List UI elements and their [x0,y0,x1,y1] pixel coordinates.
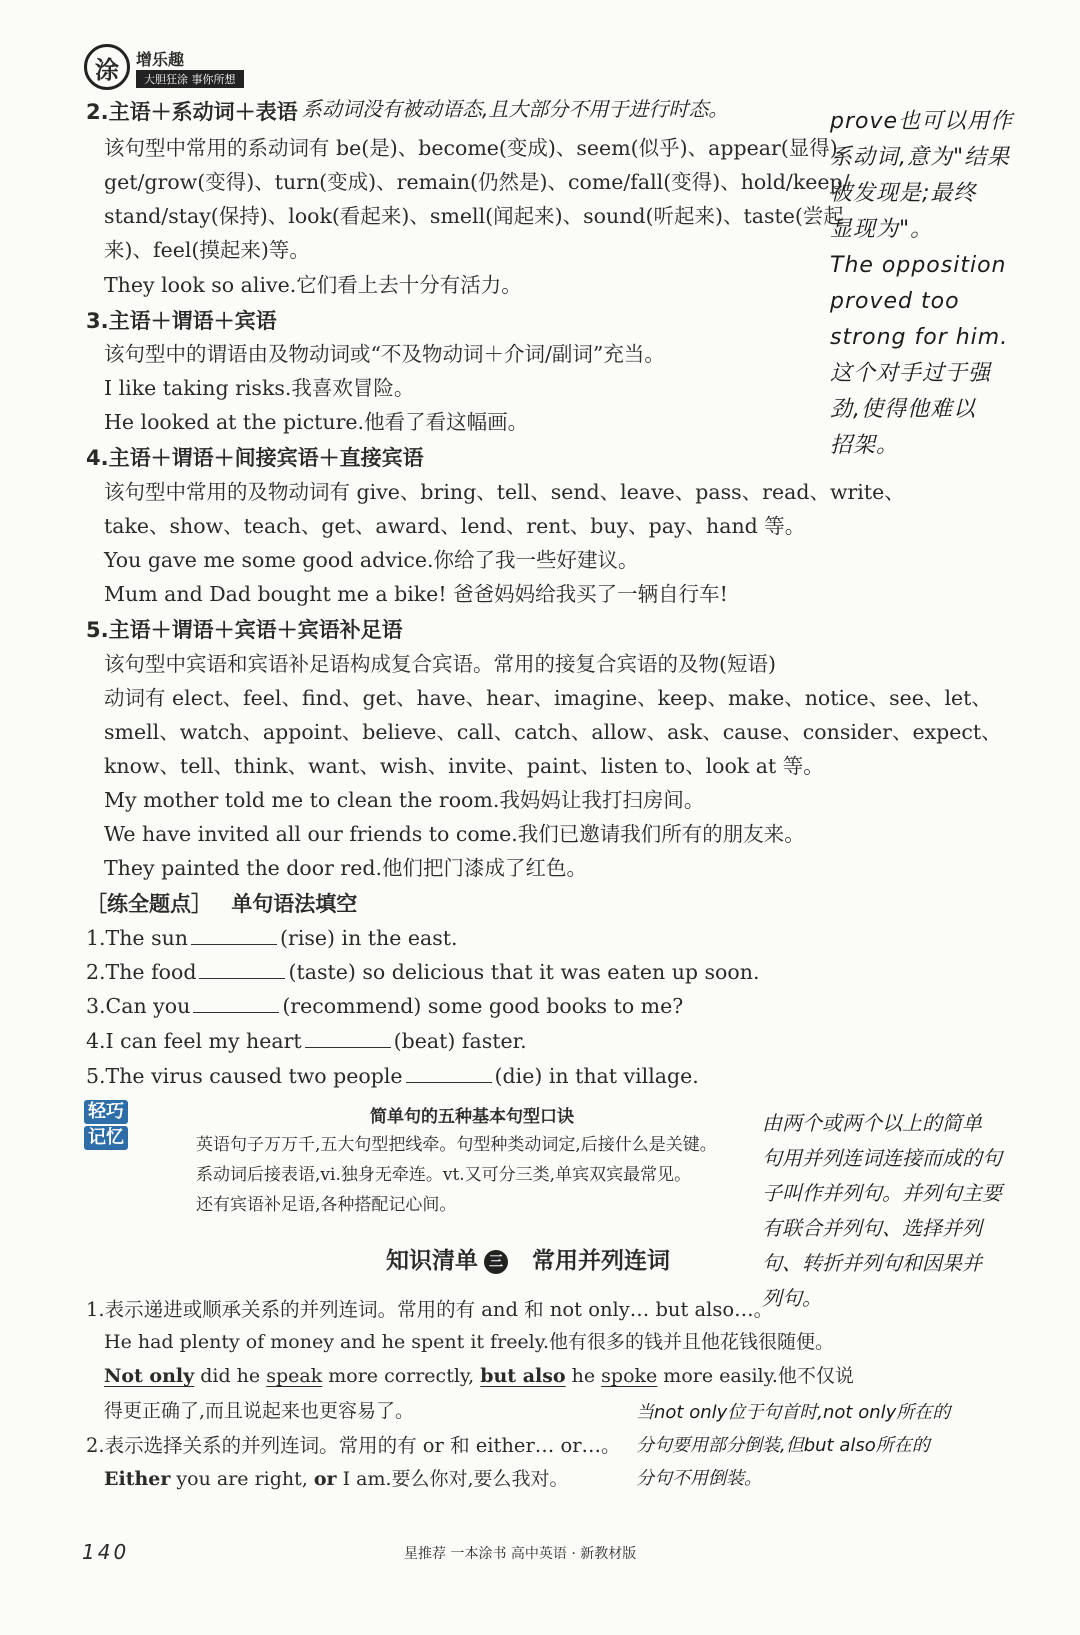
note-line: 被发现是;最终 [830,181,977,206]
practice-item [86,955,759,989]
note-line: 显现为"。 [830,217,934,242]
note-line: proved too [830,289,960,314]
note-line: 列句。 [762,1286,822,1310]
item-text: 3.Can you [86,994,191,1018]
example-line: He had plenty of money and he spent it freely.他有很多的钱并且他花钱很随便。 [104,1331,835,1353]
memory-badge-bottom: 记忆 [84,1126,128,1150]
body-line: 该句型中常用的及物动词有 give、bring、tell、send、leave、pass、read、write、 [104,480,905,504]
example-line: We have invited all our friends to come.我们已邀请我们所有的朋友来。 [104,822,805,846]
note-line: 句、转折并列句和因果并 [762,1251,982,1275]
body-line: stand/stay(保持)、look(看起来)、smell(闻起来)、sound(听起来)、taste(尝起 [104,204,844,228]
example-line: 得更正确了,而且说起来也更容易了。 [104,1400,415,1422]
practice-title: 单句语法填空 [231,892,358,916]
example-line: I like taking risks.我喜欢冒险。 [104,376,415,400]
item-text: 1.The sun [86,926,189,950]
conj-2-heading: 2.表示选择关系的并列连词。常用的有 or 和 either… or…。 [86,1434,621,1457]
keyword-either: Either [104,1468,171,1490]
example-line: They painted the door red.他们把门漆成了红色。 [104,856,588,880]
note-line: 有联合并列句、选择并列 [762,1216,982,1240]
body-line: take、show、teach、get、award、lend、rent、buy、pay、hand 等。 [104,514,806,538]
example-line: They look so alive.它们看上去十分有活力。 [104,273,522,297]
hand-note-inversion [636,1396,950,1495]
example-line: Mum and Dad bought me a bike! 爸爸妈妈给我买了一辆自行车! [104,582,728,606]
answer-blank[interactable] [406,1064,492,1083]
note-line: 这个对手过于强 [830,361,992,386]
body-line: get/grow(变得)、turn(变成)、remain(仍然是)、come/fall(变得)、hold/keep/ [104,170,850,194]
example-line [104,1462,569,1496]
page-number: 140 [82,1540,130,1564]
practice-item [86,989,683,1023]
note-line: 分句不用倒装。 [636,1468,762,1489]
keyword-speak: speak [266,1365,323,1387]
note-line: 招架。 [830,433,900,458]
brand-slogan: 大胆狂涂 事你所想 [136,70,244,88]
practice-heading [86,888,357,918]
keyword-not-only: Not only [104,1365,195,1387]
hand-note-prove [830,104,1013,464]
section-5-heading: 5.主语＋谓语＋宾语＋宾语补足语 [86,618,403,642]
body-line: smell、watch、appoint、believe、call、catch、allow、ask、cause、consider、expect、 [104,720,1002,744]
memory-badge-top: 轻巧 [84,1100,128,1124]
section-3-heading: 3.主语＋谓语＋宾语 [86,309,277,333]
memory-line: 英语句子万万千,五大句型把线牵。句型种类动词定,后接什么是关键。 [196,1135,717,1155]
brand-name: 增乐趣 [136,49,185,69]
item-text: (recommend) some good books to me? [282,994,684,1018]
example-line: He looked at the picture.他看了看这幅画。 [104,410,529,434]
item-text: (die) in that village. [494,1064,699,1088]
body-line: know、tell、think、want、wish、invite、paint、listen to、look at 等。 [104,754,824,778]
example-line [104,1359,854,1393]
example-line: You gave me some good advice.你给了我一些好建议。 [104,548,639,572]
knowledge-number: 三 [484,1250,508,1274]
note-line: 由两个或两个以上的简单 [762,1111,982,1135]
body-line: 该句型中的谓语由及物动词或“不及物动词＋介词/副词”充当。 [104,342,665,366]
note-line: 句用并列连词连接而成的句 [762,1146,1002,1170]
item-text: (beat) faster. [393,1029,527,1053]
item-text: 5.The virus caused two people [86,1064,403,1088]
item-text: (rise) in the east. [280,926,458,950]
keyword-spoke: spoke [601,1365,658,1387]
note-line: 劲,使得他难以 [830,397,976,422]
note-line: prove也可以用作 [830,109,1014,134]
text-segment: did he [194,1365,267,1387]
knowledge-title-post: 常用并列连词 [532,1248,670,1274]
memory-line: 还有宾语补足语,各种搭配记心间。 [196,1195,457,1215]
section-2-hand-note: 系动词没有被动语态,且大部分不用于进行时态。 [302,97,729,121]
note-line: 系动词,意为"结果 [830,145,1011,170]
example-line: My mother told me to clean the room.我妈妈让我打扫房间。 [104,788,705,812]
footer-text: 星推荐 一本涂书 高中英语 · 新教材版 [404,1546,637,1562]
practice-tag: ［练全题点］ [86,892,212,916]
note-line: The opposition [830,253,1007,278]
conj-1-heading: 1.表示递进或顺承关系的并列连词。常用的有 and 和 not only… but also…。 [86,1298,774,1321]
body-line: 该句型中常用的系动词有 be(是)、become(变成)、seem(似乎)、appear(显得)、 [104,136,859,160]
note-line: 当not only位于句首时,not only所在的 [636,1402,951,1423]
text-segment: I am.要么你对,要么我对。 [336,1468,569,1490]
memory-title: 简单句的五种基本句型口诀 [370,1107,574,1127]
body-line: 来)、feel(摸起来)等。 [104,238,310,262]
note-line: 子叫作并列句。并列句主要 [762,1181,1002,1205]
text-segment: you are right, [170,1468,314,1490]
body-line: 该句型中宾语和宾语补足语构成复合宾语。常用的接复合宾语的及物(短语) [104,652,776,676]
item-text: 4.I can feel my heart [86,1029,302,1053]
text-segment: more easily.他不仅说 [657,1365,854,1387]
body-line: 动词有 elect、feel、find、get、have、hear、imagine、keep、make、notice、see、let、 [104,686,992,710]
answer-blank[interactable] [199,960,285,979]
answer-blank[interactable] [305,1029,391,1048]
section-2-heading: 2.主语＋系动词＋表语 [86,100,298,124]
section-4-heading: 4.主语＋谓语＋间接宾语＋直接宾语 [86,446,424,470]
text-segment: more correctly, [322,1365,481,1387]
logo-mark: 涂 [84,44,130,90]
answer-blank[interactable] [191,926,277,945]
knowledge-title [386,1242,670,1275]
keyword-or: or [313,1468,337,1490]
knowledge-title-pre: 知识清单 [386,1248,478,1274]
text-segment: he [565,1365,602,1387]
note-line: 分句要用部分倒装,但but also所在的 [636,1435,930,1456]
item-text: 2.The food [86,960,197,984]
practice-item [86,1059,699,1093]
hand-note-compound [762,1106,1002,1316]
answer-blank[interactable] [193,994,279,1013]
practice-item [86,1024,527,1058]
memory-badge [84,1100,128,1150]
memory-line: 系动词后接表语,vi.独身无牵连。vt.又可分三类,单宾双宾最常见。 [196,1165,692,1185]
practice-item [86,921,458,955]
keyword-but-also: but also [480,1365,566,1387]
brand-logo [84,44,244,90]
note-line: strong for him. [830,325,1009,350]
item-text: (taste) so delicious that it was eaten up soon. [288,960,760,984]
